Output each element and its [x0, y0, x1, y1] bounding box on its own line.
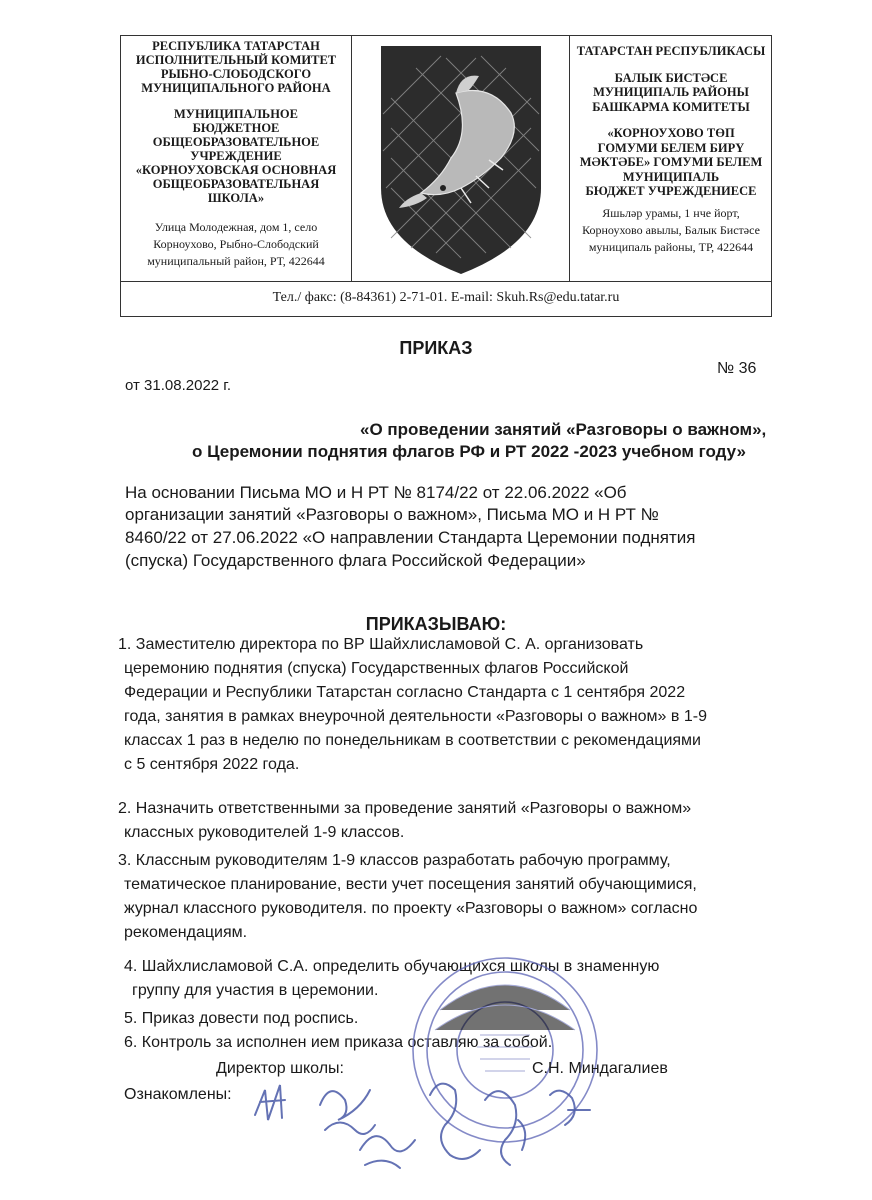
order-item-line: журнал классного руководителя. по проекту «Разговоры о важном» согласно [124, 900, 698, 917]
order-item-line: группу для участия в церемонии. [132, 982, 379, 999]
document-title: ПРИКАЗ [399, 338, 473, 358]
order-item-line: рекомендациям. [124, 924, 248, 941]
left-org-line: РЕСПУБЛИКА ТАТАРСТАН [152, 39, 320, 53]
left-address-line: Улица Молодежная, дом 1, село [154, 220, 318, 234]
order-item-line: церемонию поднятия (спуска) Государственных флагов Российской [124, 660, 629, 677]
right-committee-name [570, 71, 772, 115]
right-org-header [570, 44, 772, 59]
right-address-line: Яшьләр урамы, 1 нче йорт, [602, 205, 740, 220]
left-school-name [121, 107, 351, 205]
right-school-line: МӘКТӘБЕ» ГОМУМИ БЕЛЕМ [579, 155, 763, 169]
right-committee-line: МУНИЦИПАЛЬ РАЙОНЫ [593, 85, 749, 99]
director-name: С.Н. Миндагалиев [532, 1060, 668, 1077]
order-date: от 31.08.2022 г. [125, 377, 232, 394]
left-school-line: БЮДЖЕТНОЕ [192, 121, 280, 135]
left-org-line: МУНИЦИПАЛЬНОГО РАЙОНА [141, 81, 331, 95]
right-org-line: ТАТАРСТАН РЕСПУБЛИКАСЫ [576, 44, 766, 58]
letterhead-right-block [569, 36, 772, 281]
subject-line: о Церемонии поднятия флагов РФ и РТ 2022 -2023 учебном году» [192, 442, 746, 461]
left-school-line: МУНИЦИПАЛЬНОЕ [174, 107, 298, 121]
order-item-line: классных руководителей 1-9 классов. [124, 824, 405, 841]
basis-line: (спуска) Государственного флага Российской Федерации» [125, 551, 586, 570]
letterhead [120, 35, 772, 317]
right-address-line: Корноухово авылы, Балык Бистәсе [582, 222, 760, 237]
right-address-line: муниципаль районы, ТР, 422644 [588, 239, 754, 254]
basis-line: 8460/22 от 27.06.2022 «О направлении Стандарта Церемонии поднятия [125, 528, 696, 547]
left-org-header [121, 39, 351, 95]
coat-of-arms-emblem [361, 38, 561, 278]
right-school-line: БЮДЖЕТ УЧРЕЖДЕНИЕСЕ [585, 184, 757, 198]
right-school-line: ГОМУМИ БЕЛЕМ БИРҮ [597, 140, 745, 155]
order-item-line: классах 1 раз в неделю по понедельникам в соответствии с рекомендациями [124, 732, 701, 749]
order-heading: ПРИКАЗЫВАЮ: [365, 614, 507, 634]
left-org-line: ИСПОЛНИТЕЛЬНЫЙ КОМИТЕТ [135, 53, 337, 67]
contacts-line: Тел./ факс: (8-84361) 2-71-01. E-mail: Skuh.Rs@edu.tatar.ru [121, 281, 771, 317]
order-item-line: 1. Заместителю директора по ВР Шайхлисламовой С. А. организовать [118, 636, 644, 653]
order-item-line: 5. Приказ довести под роспись. [124, 1010, 359, 1027]
right-committee-line: БАШКАРМА КОМИТЕТЫ [592, 99, 750, 114]
staff-signatures [250, 1070, 600, 1180]
order-number: № 36 [717, 360, 757, 377]
left-school-line: УЧРЕЖДЕНИЕ [190, 149, 282, 163]
order-item-line: Федерации и Республики Татарстан согласно Стандарта с 1 сентября 2022 [124, 684, 686, 701]
right-school-name [570, 126, 772, 199]
left-address-line: Корноухово, Рыбно-Слободский [153, 237, 319, 251]
director-label: Директор школы: [216, 1060, 344, 1077]
left-address-line: муниципальный район, РТ, 422644 [147, 254, 325, 268]
right-committee-line: БАЛЫК БИСТӘСЕ [614, 70, 728, 85]
right-school-line: «КОРНОУХОВО ТӨП [607, 126, 735, 140]
subject-line: «О проведении занятий «Разговоры о важном», [360, 420, 767, 439]
order-item-line: года, занятия в рамках внеурочной деятельности «Разговоры о важном» в 1-9 [124, 708, 707, 725]
acquainted-label: Ознакомлены: [124, 1086, 232, 1103]
order-item-line: 3. Классным руководителям 1-9 классов разработать рабочую программу, [118, 852, 671, 869]
order-item-line: 2. Назначить ответственными за проведение занятий «Разговоры о важном» [118, 800, 692, 817]
left-school-line: ОБЩЕОБРАЗОВАТЕЛЬНАЯ [152, 177, 320, 191]
order-item-line: с 5 сентября 2022 года. [124, 756, 300, 773]
order-item-line: тематическое планирование, вести учет посещения занятий обучающимися, [124, 876, 697, 893]
left-school-line: ШКОЛА» [207, 191, 265, 205]
order-item-line: 6. Контроль за исполнен ием приказа оставляю за собой. [124, 1034, 553, 1051]
left-school-line: «КОРНОУХОВСКАЯ ОСНОВНАЯ [135, 163, 337, 177]
letterhead-left-block [121, 36, 352, 281]
right-school-line: МУНИЦИПАЛЬ [622, 169, 720, 184]
order-item-line: 4. Шайхлисламовой С.А. определить обучающихся школы в знаменную [124, 958, 660, 975]
left-org-line: РЫБНО-СЛОБОДСКОГО [160, 67, 312, 81]
right-address [570, 205, 772, 256]
basis-line: организации занятий «Разговоры о важном», Письма МО и Н РТ № [125, 505, 659, 524]
left-address [121, 219, 351, 270]
left-school-line: ОБЩЕОБРАЗОВАТЕЛЬНОЕ [152, 135, 320, 149]
basis-line: На основании Письма МО и Н РТ № 8174/22 от 22.06.2022 «Об [125, 483, 627, 502]
